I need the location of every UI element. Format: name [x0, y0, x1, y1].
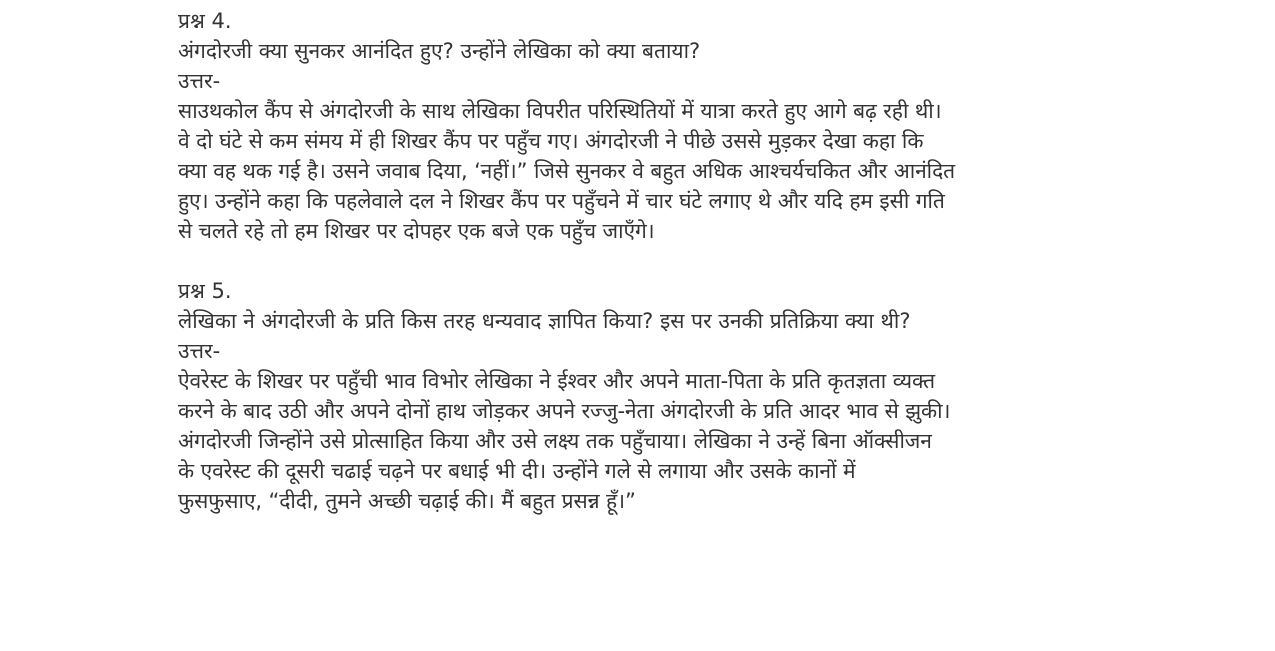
answer-line: के एवरेस्ट की दूसरी चढाई चढ़ने पर बधाई भी दी। उन्होंने गले से लगाया और उसके कानों में [178, 459, 856, 483]
answer-line: से चलते रहे तो हम शिखर पर दोपहर एक बजे एक पहुँच जाएँगे। [178, 219, 655, 243]
answer-paragraph [178, 96, 1263, 246]
qa-block-question-4 [178, 6, 1275, 246]
answer-paragraph [178, 366, 1263, 516]
answer-line: करने के बाद उठी और अपने दोनों हाथ जोड़कर अपने रज्जु-नेता अंगदोरजी के प्रति आदर भाव से झुकी। [178, 399, 951, 423]
question-label: प्रश्न 5. [178, 279, 232, 303]
answer-line: अंगदोरजी जिन्होंने उसे प्रोत्साहित किया और उसे लक्ष्य तक पहुँचाया। लेखिका ने उन्हें बिना ऑक्सीजन [178, 429, 932, 453]
answer-line: ऐवरेस्ट के शिखर पर पहुँची भाव विभोर लेखिका ने ईश्वर और अपने माता-पिता के प्रति कृतज्ञता व्यक्त [178, 369, 935, 393]
answer-line: साउथकोल कैंप से अंगदोरजी के साथ लेखिका विपरीत परिस्थितियों में यात्रा करते हुए आगे बढ़ रही थी। [178, 99, 942, 123]
answer-line: क्या वह थक गई है। उसने जवाब दिया, ‘नहीं।” जिसे सुनकर वे बहुत अधिक आश्चर्यचकित और आनंदित [178, 159, 955, 183]
question-label: प्रश्न 4. [178, 9, 232, 33]
answer-line: वे दो घंटे से कम संमय में ही शिखर कैंप पर पहुँच गए। अंगदोरजी ने पीछे उससे मुड़कर देखा कहा कि [178, 129, 924, 153]
question-text: लेखिका ने अंगदोरजी के प्रति किस तरह धन्यवाद ज्ञापित किया? इस पर उनकी प्रतिक्रिया क्या थी? [178, 309, 911, 333]
answer-label: उत्तर- [178, 339, 221, 363]
answer-label: उत्तर- [178, 69, 221, 93]
answer-line: हुए। उन्होंने कहा कि पहलेवाले दल ने शिखर कैंप पर पहुँचने में चार घंटे लगाए थे और यदि हम इसी गति [178, 189, 945, 213]
answer-line: फुसफुसाए, “दीदी, तुमने अच्छी चढ़ाई की। मैं बहुत प्रसन्न हूँ।” [178, 489, 636, 513]
qa-block-question-5 [178, 276, 1275, 516]
question-text: अंगदोरजी क्या सुनकर आनंदित हुए? उन्होंने लेखिका को क्या बताया? [178, 39, 701, 63]
